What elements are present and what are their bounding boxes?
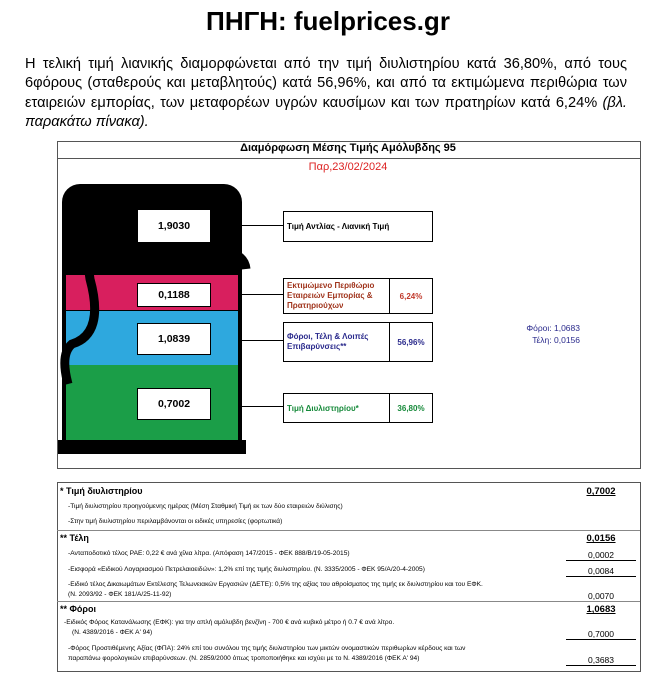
retail-label: Τιμή Αντλίας - Λιανική Τιμή xyxy=(287,222,390,231)
refinery-share: 36,80% xyxy=(389,394,432,422)
refinery-label: Τιμή Διυλιστηρίου* xyxy=(287,403,359,413)
note-text: -Στην τιμή διυλιστηρίου περιλαμβάνονται οι ειδικές υπηρεσίες (φορτωτικά) xyxy=(68,518,283,525)
breakdown-table xyxy=(57,482,641,672)
retail-label-box xyxy=(283,211,433,242)
intro-italic: (βλ. παρακάτω πίνακα). xyxy=(25,94,627,131)
intro-paragraph xyxy=(25,55,627,133)
taxes-label-box xyxy=(283,322,433,362)
item-value: 0,7000 xyxy=(566,629,636,640)
section-value: 0,0156 xyxy=(586,533,616,544)
divider xyxy=(57,158,640,159)
margin-share: 6,24% xyxy=(389,279,432,313)
fees-note: Τέλη: 0,0156 xyxy=(532,335,580,345)
note-text: -Τιμή διυλιστηρίου προηγούμενης ημέρας (Μέση Σταθμική Τιμή εκ των δύο εταιρειών διύλισης) xyxy=(68,503,343,510)
refinery-label-box xyxy=(283,393,433,423)
taxes-note: Φόροι: 1,0683 xyxy=(526,323,580,333)
section-value: 1,0683 xyxy=(586,604,616,615)
refinery-value: 0,7002 xyxy=(137,388,211,420)
item-desc: -Φόρος Προστιθέμενης Αξίας (ΦΠΑ): 24% επί του συνόλου της τιμής διυλιστηρίου των μικτών ονομαστικών περιθωρίων κέρδους και των xyxy=(68,645,466,652)
item-desc: (Ν. 2093/92 - ΦΕΚ 181/Α/25-11-92) xyxy=(68,591,172,598)
item-desc: παραπάνω φορολογικών επιβαρύνσεων. (Ν. 2859/2000 όπως τροποποιήθηκε και ισχύει με το Ν. 4389/2016 (ΦΕΚ Α' 94) xyxy=(68,655,420,662)
side-notes xyxy=(500,322,580,346)
item-desc: -Εισφορά «Ειδικού Λογαριασμού Πετρελαιοειδών»: 1,2% επί της τιμής διυλιστηρίου. (Ν. 3335/2005 - ΦΕΚ 95/Α/20-4-2005) xyxy=(68,566,425,573)
item-value: 0,0002 xyxy=(566,550,636,561)
item-desc: -Ειδικός Φόρος Κατανάλωσης (ΕΦΚ): για την απλή αμόλυβδη βενζίνη - 700 € ανά κυβικό μέτρο ή 0.7 € ανά λίτρο. xyxy=(64,619,395,626)
item-value: 0,0070 xyxy=(566,591,636,602)
item-desc: -Ανταποδοτικό τέλος ΡΑΕ: 0,22 € ανά χίλια λίτρα. (Απόφαση 147/2015 - ΦΕΚ 888/Β/19-05-2015) xyxy=(68,550,350,557)
margin-label-box xyxy=(283,278,433,314)
margin-value: 0,1188 xyxy=(137,283,211,307)
item-desc: -Ειδικό τέλος Δικαιωμάτων Εκτέλεσης Τελωνειακών Εργασιών (ΔΕΤΕ): 0,5% της αξίας του αθροίσματος της τιμής εκ διυλιστηρίου και του ΕΦΚ. xyxy=(68,581,483,588)
divider xyxy=(57,601,640,602)
chart-title: Διαμόρφωση Μέσης Τιμής Αμόλυβδης 95 xyxy=(240,142,456,154)
connector-line xyxy=(238,406,283,407)
item-value: 0,3683 xyxy=(566,655,636,666)
section-label: ** Φόροι xyxy=(60,604,96,614)
section-value: 0,7002 xyxy=(586,486,616,497)
source-title: ΠΗΓΗ: fuelprices.gr xyxy=(206,6,450,36)
section-label: * Τιμή διυλιστηρίου xyxy=(60,486,143,496)
section-label: ** Τέλη xyxy=(60,533,89,543)
retail-price-value: 1,9030 xyxy=(137,209,211,243)
taxes-label: Φόροι, Τέλη & Λοιπές Επιβαρύνσεις** xyxy=(287,332,369,351)
connector-line xyxy=(238,340,283,341)
taxes-value: 1,0839 xyxy=(137,323,211,355)
item-value: 0,0084 xyxy=(566,566,636,577)
intro-text: Η τελική τιμή λιανικής διαμορφώνεται από την τιμή διυλιστηρίου κατά 36,80%, από τους 6φόρους (σταθερούς και μεταβλητούς) κατά 56,96%, και από τα εκτιμώμενα περιθώρια των εταιρειών εμπορίας, των μεταφορέων υγρών καυσίμων και των πρατηρίων κατά 6,24% xyxy=(25,56,627,111)
connector-line xyxy=(238,294,283,295)
divider xyxy=(57,530,640,531)
chart-date: Παρ,23/02/2024 xyxy=(308,161,388,173)
item-desc: (Ν. 4389/2016 - ΦΕΚ Α' 94) xyxy=(72,629,153,636)
connector-line xyxy=(238,225,283,226)
taxes-share: 56,96% xyxy=(389,323,432,361)
margin-label: Εκτιμώμενο Περιθώριο Εταιρειών Εμπορίας & Πρατηριούχων xyxy=(287,281,375,310)
